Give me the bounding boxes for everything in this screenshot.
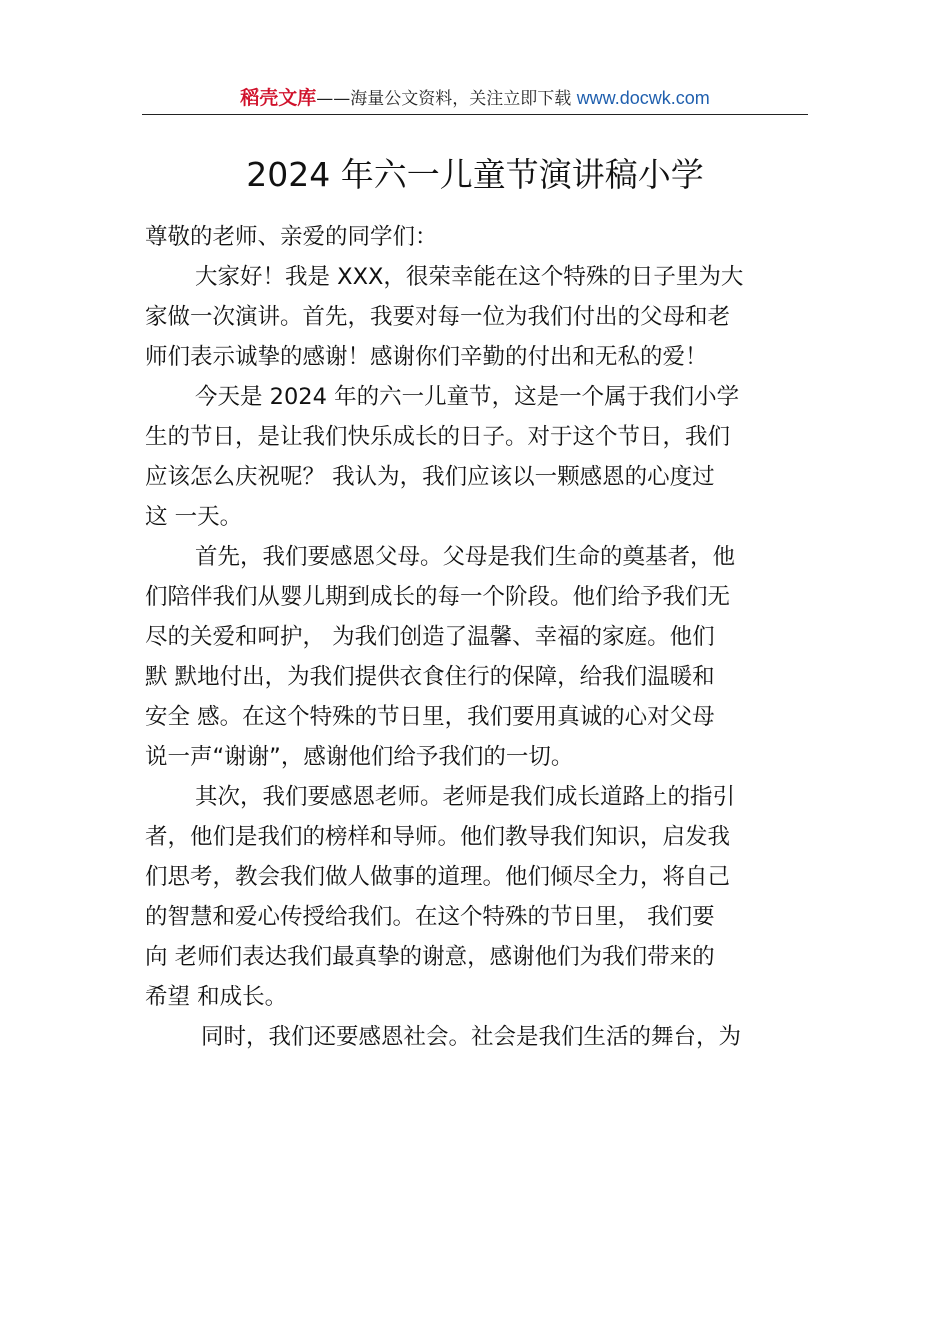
paragraph-line: 师们表示诚挚的感谢！感谢你们辛勤的付出和无私的爱！	[145, 344, 708, 370]
paragraph-line: 向 老师们表达我们最真挚的谢意，感谢他们为我们带来的	[145, 944, 715, 970]
brand-logo-text: 稻壳文库	[240, 87, 317, 109]
paragraph-2	[145, 377, 809, 537]
paragraph-line: 们思考，教会我们做人做事的道理。他们倾尽全力，将自己	[145, 864, 731, 890]
salutation: 尊敬的老师、亲爱的同学们：	[145, 224, 438, 250]
paragraph-line: 者，他们是我们的榜样和导师。他们教导我们知识，启发我	[145, 824, 731, 850]
paragraph-line: 们陪伴我们从婴儿期到成长的每一个阶段。他们给予我们无	[145, 584, 731, 610]
paragraph-4	[145, 777, 809, 1017]
paragraph-line: 应该怎么庆祝呢？ 我认为，我们应该以一颗感恩的心度过	[145, 464, 715, 490]
document-body	[145, 217, 809, 1057]
paragraph-line: 希望 和成长。	[145, 984, 288, 1010]
paragraph-line: 的智慧和爱心传授给我们。在这个特殊的节日里， 我们要	[145, 904, 715, 930]
paragraph-line: 默 默地付出，为我们提供衣食住行的保障，给我们温暖和	[145, 664, 715, 690]
paragraph-1	[145, 257, 809, 377]
paragraph-line: 这 一天。	[145, 504, 243, 530]
paragraph-line: 家做一次演讲。首先，我要对每一位为我们付出的父母和老	[145, 304, 731, 330]
paragraph-5	[145, 1017, 809, 1057]
paragraph-line: 其次，我们要感恩老师。老师是我们成长道路上的指引	[195, 784, 736, 810]
paragraph-line: 安全 感。在这个特殊的节日里，我们要用真诚的心对父母	[145, 704, 715, 730]
document-title: 2024 年六一儿童节演讲稿小学	[246, 155, 704, 194]
site-url-link[interactable]: www.docwk.com	[576, 88, 710, 108]
document-header	[142, 84, 808, 112]
paragraph-line: 生的节日，是让我们快乐成长的日子。对于这个节日，我们	[145, 424, 731, 450]
paragraph-line: 今天是 2024 年的六一儿童节，这是一个属于我们小学	[195, 384, 740, 410]
header-divider	[142, 114, 808, 115]
paragraph-line: 尽的关爱和呵护， 为我们创造了温馨、幸福的家庭。他们	[145, 624, 715, 650]
paragraph-line: 首先，我们要感恩父母。父母是我们生命的奠基者，他	[195, 544, 736, 570]
paragraph-line: 同时，我们还要感恩社会。社会是我们生活的舞台，为	[201, 1024, 742, 1050]
header-slogan: ——海量公文资料，关注立即下载	[316, 89, 577, 109]
paragraph-line: 大家好！我是 XXX，很荣幸能在这个特殊的日子里为大	[195, 264, 744, 290]
paragraph-line: 说一声“谢谢”，感谢他们给予我们的一切。	[145, 744, 574, 770]
paragraph-3	[145, 537, 809, 777]
